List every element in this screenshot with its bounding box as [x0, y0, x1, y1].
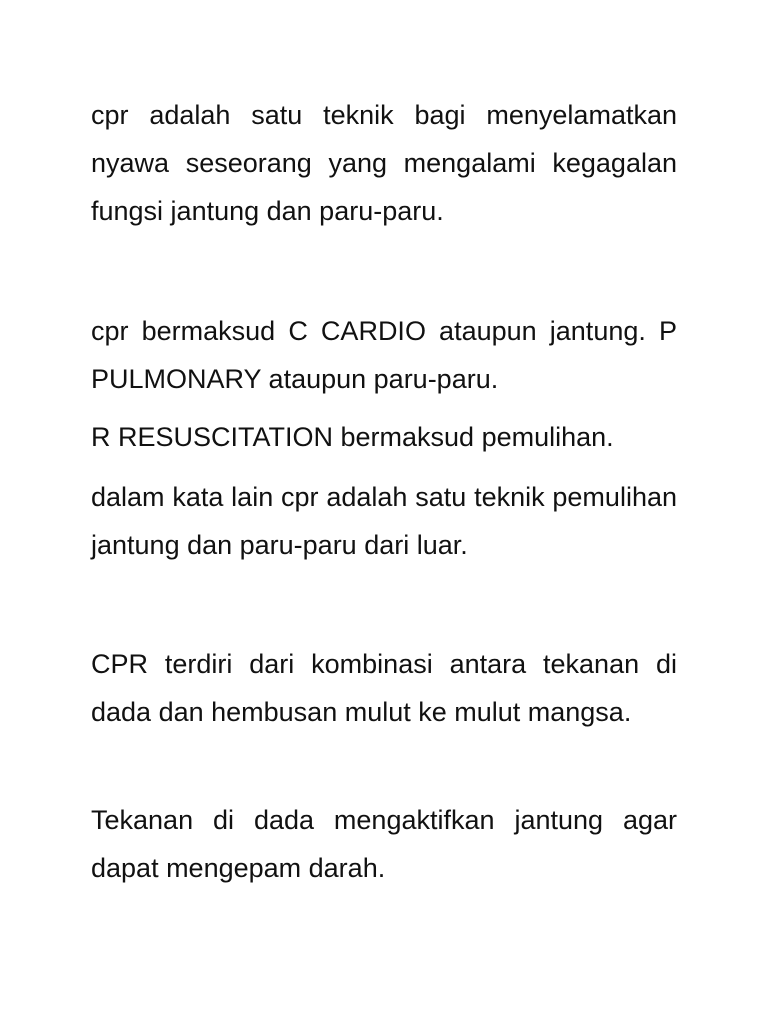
paragraph-resuscitation-meaning: R RESUSCITATION bermaksud pemulihan.	[91, 422, 614, 452]
paragraph-chest-compression: Tekanan di dada mengaktifkan jantung agar dapat mengepam darah.	[91, 805, 677, 883]
paragraph-cpr-other-words: dalam kata lain cpr adalah satu teknik pemulihan jantung dan paru-paru dari luar.	[91, 482, 677, 560]
paragraph-cpr-definition: cpr adalah satu teknik bagi menyelamatkan nyawa seseorang yang mengalami kegagalan fungsi jantung dan paru-paru.	[91, 100, 677, 226]
paragraph-cpr-combination: CPR terdiri dari kombinasi antara tekanan di dada dan hembusan mulut ke mulut mangsa.	[91, 649, 677, 727]
paragraph-cpr-meaning: cpr bermaksud C CARDIO ataupun jantung. P PULMONARY ataupun paru-paru.	[91, 316, 677, 394]
